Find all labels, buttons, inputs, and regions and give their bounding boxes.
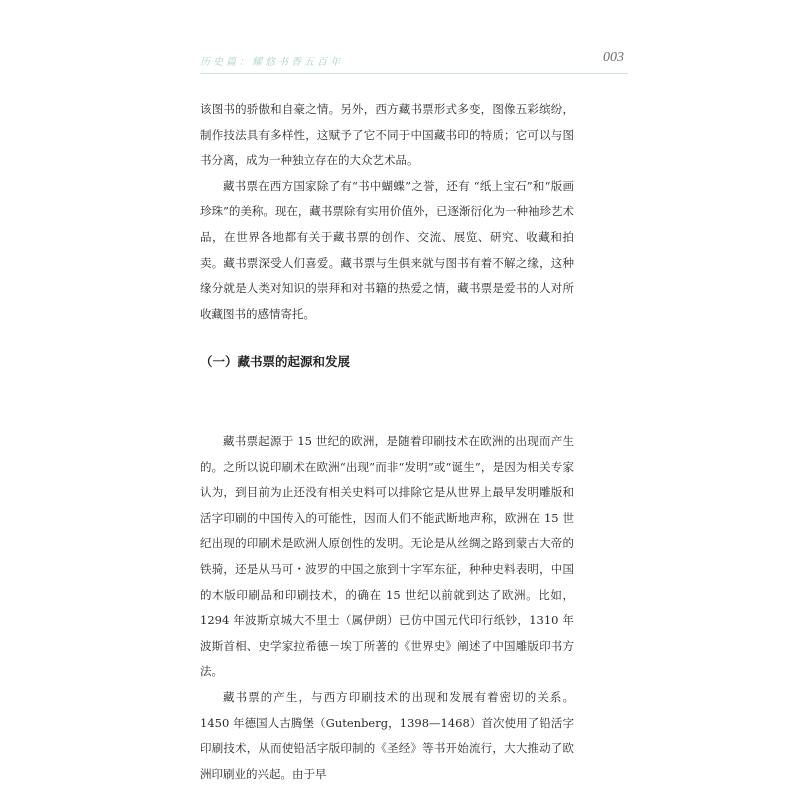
paragraph: 藏书票在西方国家除了有“书中蝴蝶”之誉，还有 “纸上宝石”和“版画珍珠”的美称。现在，藏书票除有实用价值外，已逐渐衍化为一种袖珍艺术品，在世界各地都有关于藏书票的创作、交流、展览、研究、收藏和拍卖。藏书票深受人们喜爱。藏书票与生俱来就与图书有着不解之缘，这种缘分就是人类对知识的崇拜和对书籍的热爱之情，藏书票是爱书的人对所收藏图书的感情寄托。 — [200, 178, 574, 321]
paragraph: 藏书票起源于 15 世纪的欧洲，是随着印刷技术在欧洲的出现而产生的。之所以说印刷术在欧洲“出现”而非“发明”或“诞生”，是因为相关专家认为，到目前为止还没有相关史料可以排除它是从世界上最早发明雕版和活字印刷的中国传入的可能性，因而人们不能武断地声称，欧洲在 15 世纪出现的印刷术是欧洲人原创性的发明。无论是从丝绸之路到蒙古大帝的铁骑，还是从马可・波罗的中国之旅到十字军东征，种种史料表明，中国的木版印刷品和印刷技术，的确在 15 世纪以前就到达了欧洲。比如，1294 年波斯京城大不里士（属伊朗）已仿中国元代印行纸钞，1310 年波斯首相、史学家拉希德－埃丁所著的《世界史》阐述了中国雕版印书方法。 — [200, 434, 574, 679]
page-number: 003 — [603, 50, 624, 65]
body-text-upper — [200, 97, 574, 327]
paragraph-continued: 该图书的骄傲和自豪之情。另外，西方藏书票形式多变，图像五彩缤纷，制作技法具有多样性，这赋予了它不同于中国藏书印的特质；它可以与图书分离，成为一种独立存在的大众艺术品。 — [200, 102, 574, 168]
paragraph: 藏书票的产生，与西方印刷技术的出现和发展有着密切的关系。1450 年德国人古腾堡（Gutenberg，1398—1468）首次使用了铅活字印刷技术，从而使铅活字版印制的《圣经》等书开始流行，大大推动了欧洲印刷业的兴起。由于早 — [200, 689, 574, 781]
section-heading: （一）藏书票的起源和发展 — [200, 354, 351, 369]
running-header — [200, 50, 628, 74]
running-header-title: 历史篇：耀悠书香五百年 — [200, 57, 343, 68]
body-text-lower — [200, 429, 574, 787]
